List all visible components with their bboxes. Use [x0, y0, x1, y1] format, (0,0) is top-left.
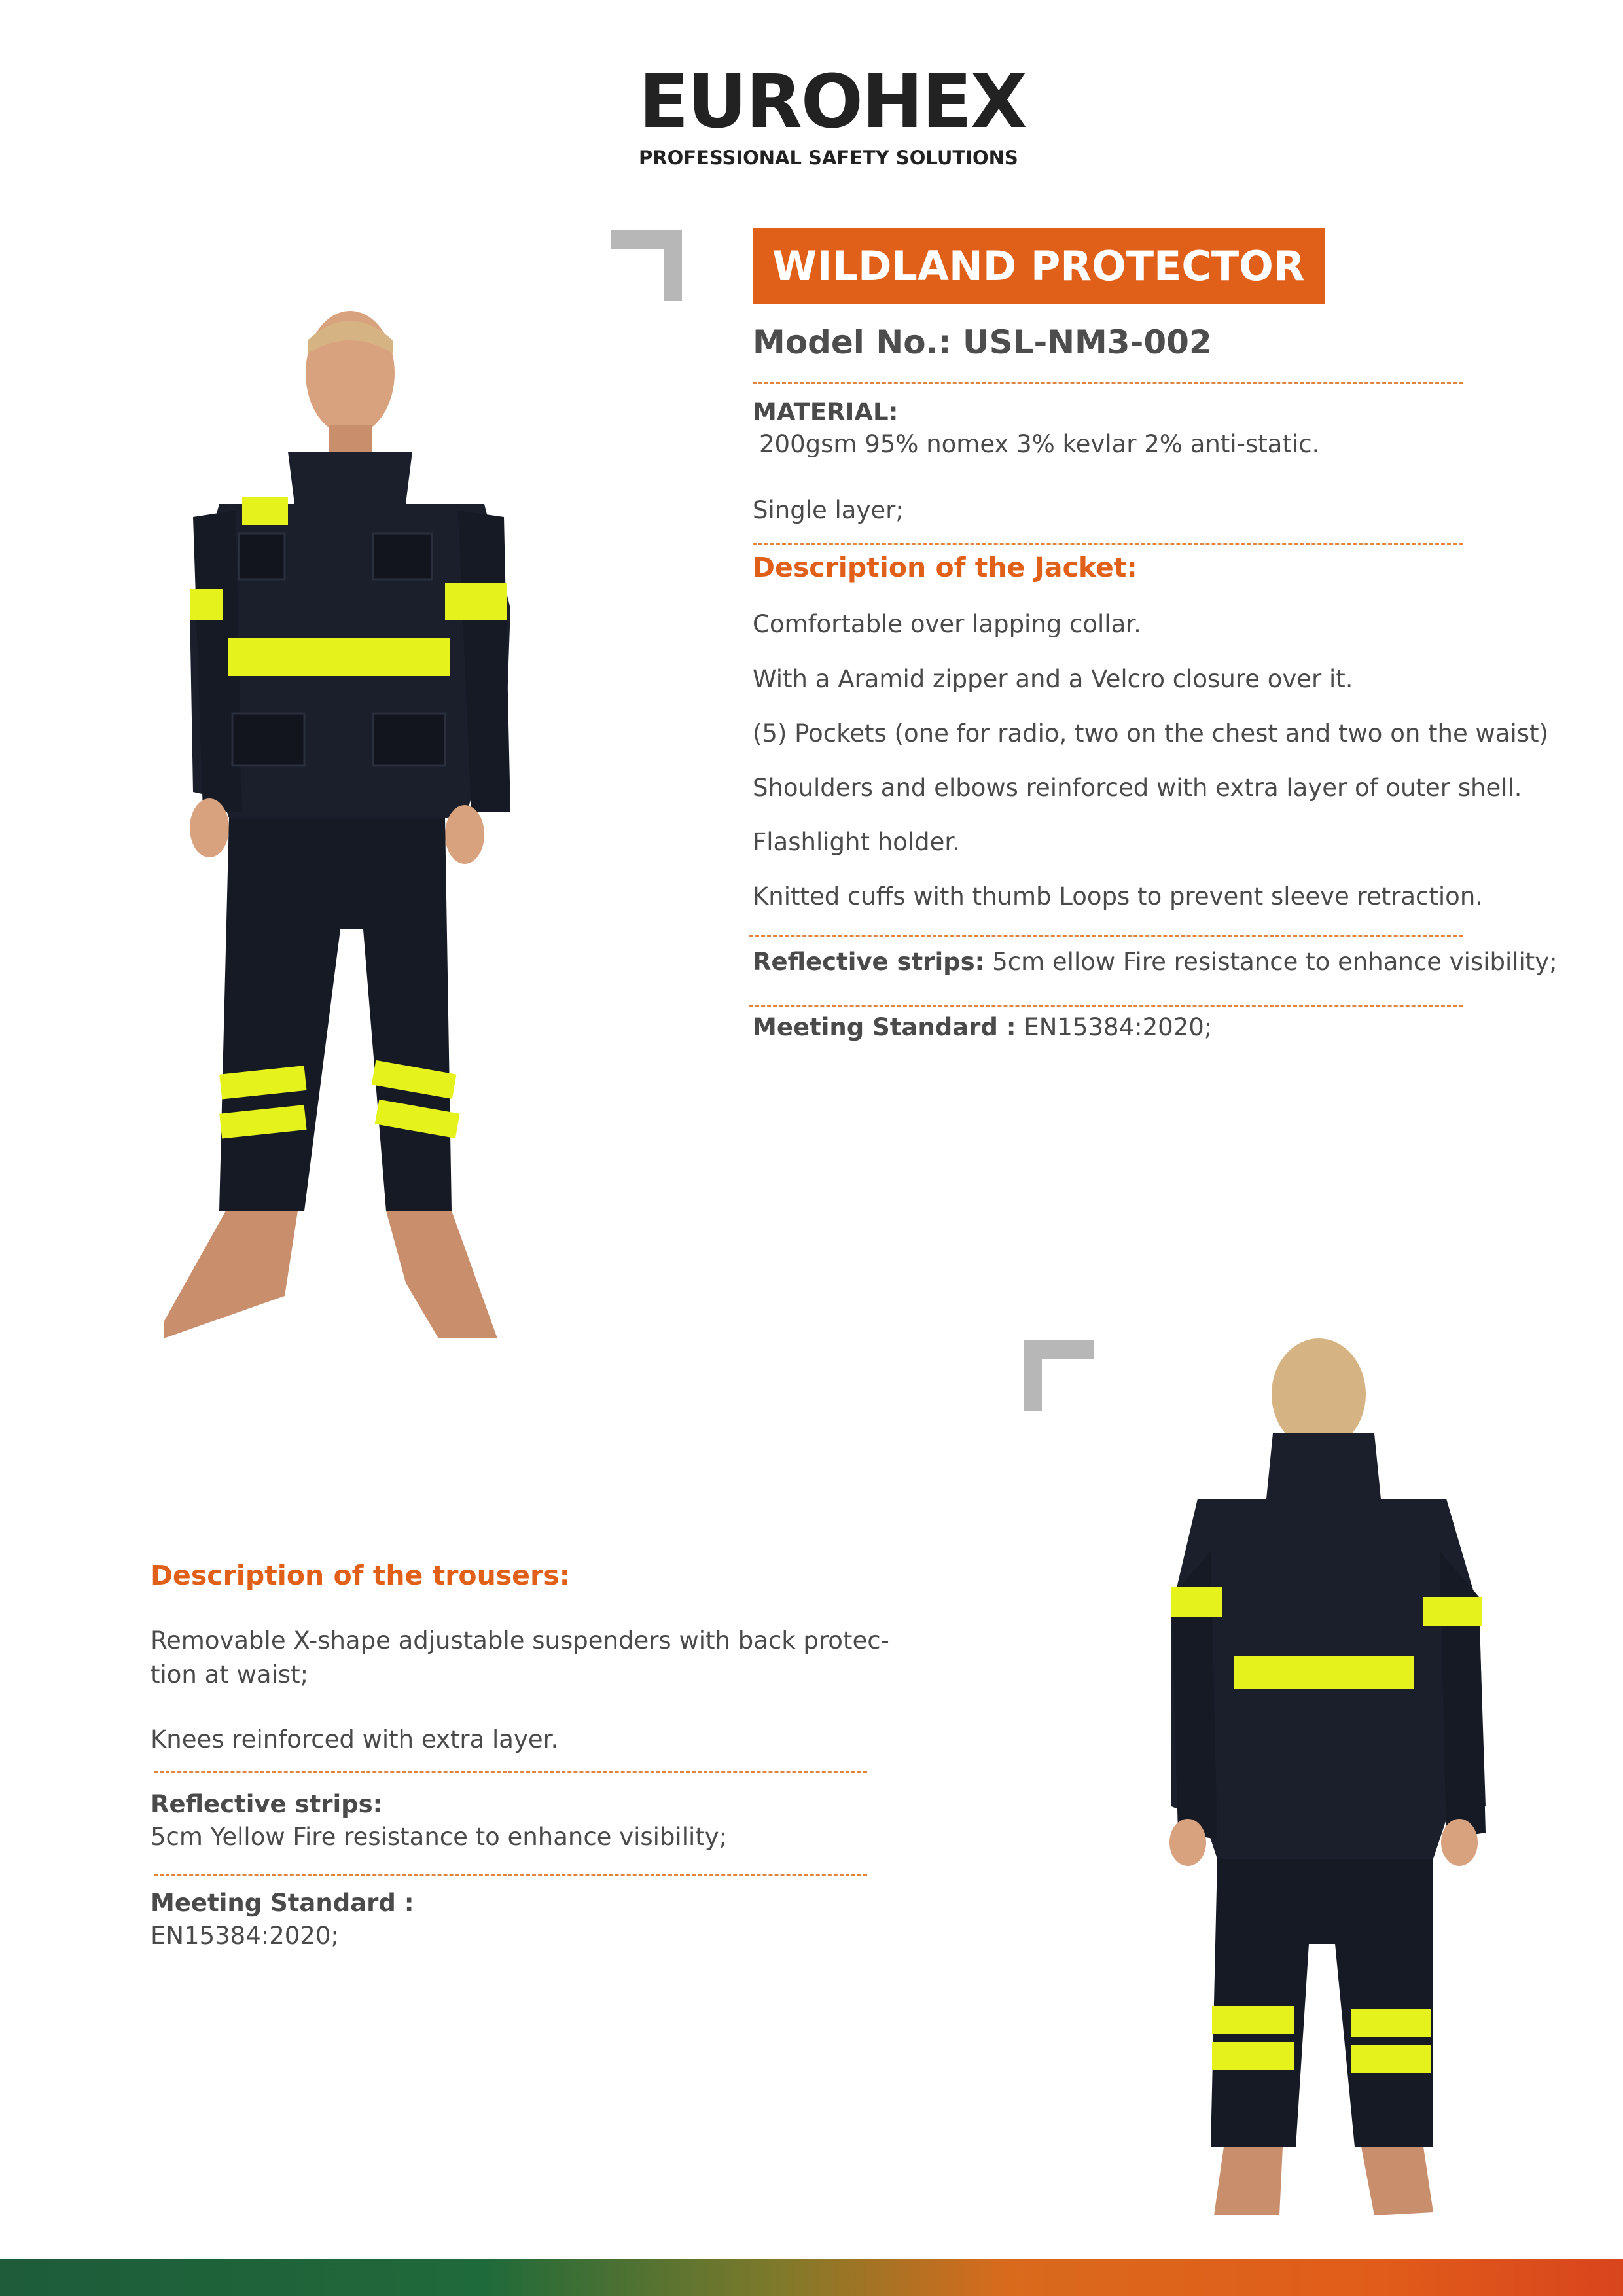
standard-value: EN15384:2020; — [1024, 1013, 1213, 1041]
corner-bracket-decoration — [1024, 1340, 1094, 1411]
jacket-feature: Comfortable over lapping collar. — [753, 610, 1141, 638]
divider — [753, 543, 1463, 545]
material-value: 200gsm 95% nomex 3% kevlar 2% anti-static. — [759, 430, 1320, 458]
trousers-suspenders: tion at waist; — [151, 1660, 309, 1689]
reflective-value: 5cm ellow Fire resistance to enhance visibility; — [992, 948, 1558, 976]
trousers-standard-label: Meeting Standard : — [151, 1889, 414, 1917]
jacket-feature: Knitted cuffs with thumb Loops to prevent sleeve retraction. — [753, 882, 1484, 910]
trousers-suspenders: Removable X-shape adjustable suspenders with back protec- — [151, 1626, 889, 1655]
model-value: USL-NM3-002 — [962, 323, 1212, 361]
corner-bracket-decoration — [611, 230, 682, 301]
jacket-feature: Flashlight holder. — [753, 828, 960, 856]
jacket-reflective — [753, 947, 1558, 977]
jacket-feature: (5) Pockets (one for radio, two on the chest and two on the waist) — [753, 719, 1548, 747]
jacket-feature: Shoulders and elbows reinforced with extra layer of outer shell. — [753, 774, 1522, 802]
footer-color-bar — [0, 2259, 1623, 2296]
trousers-heading: Description of the trousers: — [151, 1560, 571, 1591]
divider — [749, 935, 1463, 937]
trousers-standard-value: EN15384:2020; — [151, 1922, 339, 1950]
standard-label: Meeting Standard : — [753, 1013, 1016, 1041]
material-layer: Single layer; — [753, 496, 904, 524]
divider — [154, 1874, 867, 1876]
product-title: WILDLAND PROTECTOR — [753, 228, 1325, 304]
material-label: MATERIAL: — [753, 398, 899, 426]
suit-front-image — [157, 301, 524, 1348]
divider — [749, 1005, 1463, 1007]
suit-back-image — [1158, 1335, 1499, 2225]
divider — [154, 1771, 867, 1773]
trousers-knees: Knees reinforced with extra layer. — [151, 1725, 559, 1753]
brand-logo — [639, 60, 1026, 169]
brand-name: EUROHEX — [639, 60, 1026, 145]
jacket-feature: With a Aramid zipper and a Velcro closure over it. — [753, 665, 1353, 693]
divider — [753, 382, 1463, 384]
model-label: Model No.: — [753, 323, 952, 361]
trousers-reflective-label: Reflective strips: — [151, 1790, 383, 1818]
trousers-reflective-value: 5cm Yellow Fire resistance to enhance visibility; — [151, 1823, 728, 1851]
jacket-heading: Description of the Jacket: — [753, 552, 1137, 583]
brand-tagline: PROFESSIONAL SAFETY SOLUTIONS — [639, 147, 1018, 169]
reflective-label: Reflective strips: — [753, 948, 985, 976]
model-number — [753, 323, 1212, 361]
jacket-standard — [753, 1013, 1212, 1043]
